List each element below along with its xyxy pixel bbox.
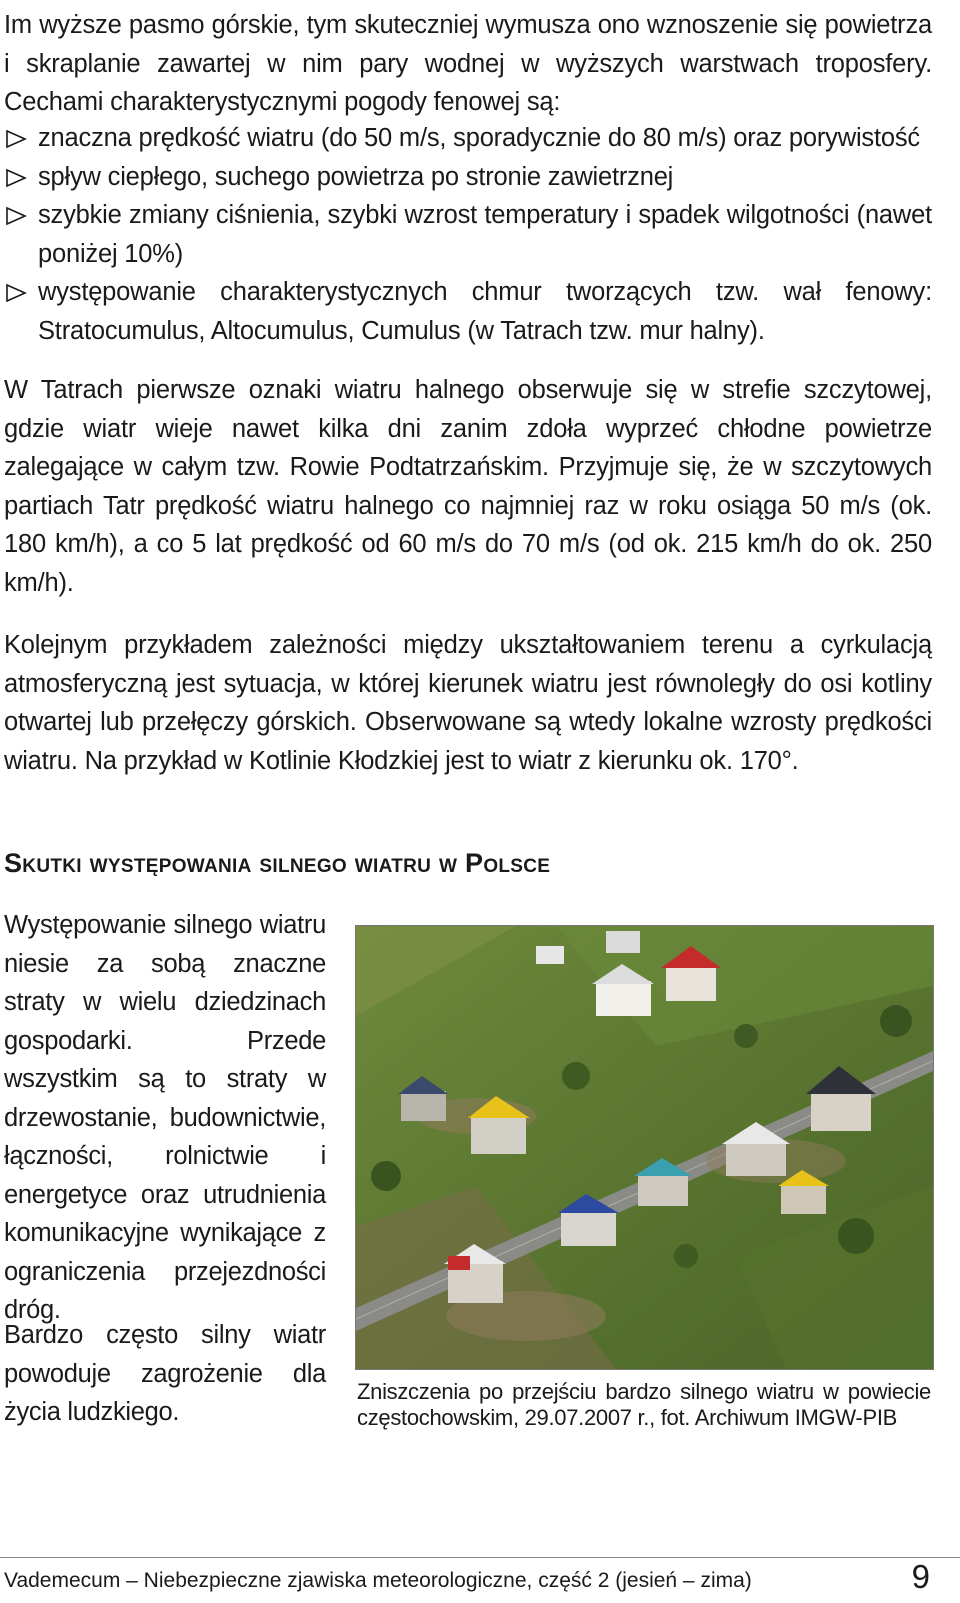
list-item (4, 196, 932, 273)
triangle-bullet-icon (5, 129, 27, 149)
kotlina-paragraph: Kolejnym przykładem zależności między ukształtowaniem terenu a cyrkulacją atmosferyczną jest sytuacja, w której kierunek wiatru jest równoległy do osi kotliny otwartej lub przełęczy górskich. Obserwowane są wtedy lokalne wzrosty prędkości wiatru. Na przykład w Kotlinie Kłodzkiej jest to wiatr z kierunku ok. 170°. (4, 631, 932, 775)
triangle-bullet-icon (5, 283, 27, 303)
list-item-text: znaczna prędkość wiatru (do 50 m/s, sporadycznie do 80 m/s) oraz porywistość (38, 124, 920, 152)
aerial-damage-photo (355, 925, 934, 1370)
foehn-features-list (4, 119, 932, 350)
triangle-bullet-icon (5, 206, 27, 226)
aerial-photo-illustration (356, 926, 933, 1369)
triangle-bullet-icon (5, 168, 27, 188)
footer-divider (0, 1557, 960, 1558)
list-item (4, 119, 932, 158)
tatry-paragraph: W Tatrach pierwsze oznaki wiatru halnego obserwuje się w strefie szczytowej, gdzie wiatr wieje nawet kilka dni zanim zdoła wyprzeć chłodne powietrze zalegające w całym tzw. Rowie Podtatrzańskim. Przyjmuje się, że w szczytowych partiach Tatr prędkość wiatru halnego co najmniej raz w roku osiąga 50 m/s (ok. 180 km/h), a co 5 lat prędkość od 60 m/s do 70 m/s (od ok. 215 km/h do ok. 250 km/h). (4, 376, 932, 597)
czesto-paragraph: Bardzo często silny wiatr powoduje zagrożenie dla życia ludzkiego. (4, 1321, 326, 1426)
list-item-text: spływ ciepłego, suchego powietrza po stronie zawietrznej (38, 162, 674, 191)
section-heading: Skutki występowania silnego wiatru w Polsce (4, 848, 551, 878)
list-item-text: szybkie zmiany ciśnienia, szybki wzrost temperatury i spadek wilgotności (nawet poniżej 10%) (38, 201, 932, 268)
list-item (4, 158, 932, 197)
footer-text: Vademecum – Niebezpieczne zjawiska meteorologiczne, część 2 (jesień – zima) (4, 1569, 752, 1592)
skutki-paragraph: Występowanie silnego wiatru niesie za sobą znaczne straty w wielu dziedzinach gospodarki. Przede wszystkim są to straty w drzewostanie, budownictwie, łączności, rolnictwie i energetyce oraz utrudnienia komunikacyjne wynikające z ograniczenia przejezdności dróg. (4, 911, 326, 1324)
intro-paragraph: Im wyższe pasmo górskie, tym skuteczniej wymusza ono wznoszenie się powietrza i skraplanie zawartej w nim pary wodnej w wyższych warstwach troposfery. Cechami charakterystycznymi pogody fenowej są: (4, 11, 932, 116)
page-number: 9 (911, 1558, 930, 1595)
photo-caption: Zniszczenia po przejściu bardzo silnego wiatru w powiecie częstochowskim, 29.07.2007 r., fot. Archiwum IMGW-PIB (357, 1379, 931, 1430)
list-item (4, 273, 932, 350)
list-item-text: występowanie charakterystycznych chmur tworzących tzw. wał fenowy: Stratocumulus, Altocumulus, Cumulus (w Tatrach tzw. mur halny). (38, 278, 932, 345)
